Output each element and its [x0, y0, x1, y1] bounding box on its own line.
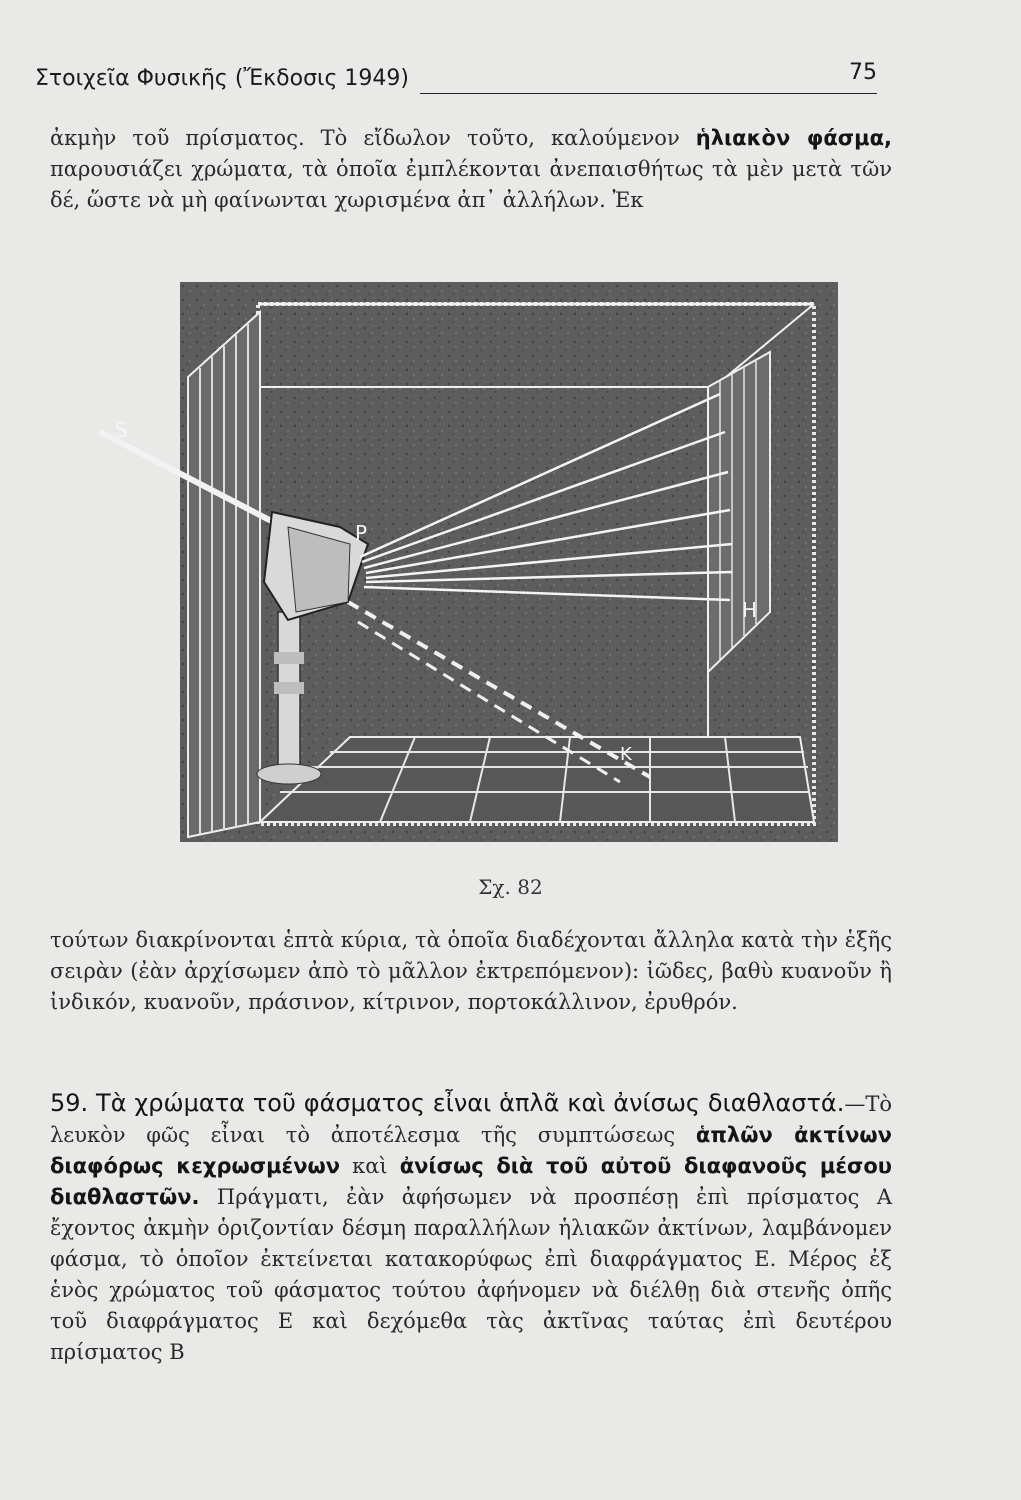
section-59-text-3: Πράγματι, ἐὰν ἀφήσωμεν νὰ προσπέσῃ ἐπὶ πρίσματος Α ἔχοντος ἀκμὴν ὁριζοντίαν δέσμη παραλλήλων ἡλιακῶν ἀκτίνων, λαμβάνομεν φάσμα, τὸ ὁποῖον ἐκτείνεται κατακορύφως ἐπὶ διαφράγματος Ε. Μέρος ἐξ ἑνὸς χρώματος τοῦ φάσματος τούτου ἀφήνομεν νὰ διέλθῃ διὰ στενῆς ὀπῆς τοῦ διαφράγματος Ε καὶ δεχόμεθα τὰς ἀκτῖνας ταύτας ἐπὶ δευτέρου πρίσματος Β: [50, 1185, 892, 1364]
prism-spectrum-illustration: [115, 282, 838, 842]
page-number: 75: [849, 60, 877, 85]
term-unequal-refraction: ἀνίσως διὰ τοῦ αὐτοῦ διαφανοῦς μέσου διαθλαστῶν.: [50, 1154, 892, 1209]
label-k: K: [620, 744, 632, 765]
colors-paragraph: τούτων διακρίνονται ἑπτὰ κύρια, τὰ ὁποῖα διαδέχονται ἄλληλα κατὰ τὴν ἑξῆς σειρὰν (ἐὰν ἀρχίσωμεν ἀπὸ τὸ μᾶλλον ἐκτρεπόμενον): ἰῶδες, βαθὺ κυανοῦν ἢ ἰνδικόν, κυανοῦν, πράσινον, κίτρινον, πορτοκάλλινον, ἐρυθρόν.: [50, 928, 892, 1014]
figure-82: [115, 282, 838, 842]
section-59-text-2: καὶ: [340, 1154, 400, 1178]
intro-text-2: παρουσιάζει χρώματα, τὰ ὁποῖα ἐμπλέκονται ἀνεπαισθήτως τὰ μὲν μετὰ τῶν δέ, ὥστε νὰ μὴ φαίνωνται χωρισμένα ἀπ᾽ ἀλλήλων. Ἐκ: [50, 157, 892, 212]
label-p: P: [355, 521, 368, 545]
intro-text-1: ἀκμὴν τοῦ πρίσματος. Τὸ εἴδωλον τοῦτο, καλούμενον: [50, 126, 696, 150]
running-title: Στοιχεῖα Φυσικῆς (Ἔκδοσις 1949): [35, 66, 409, 91]
section-59-heading: 59. Τὰ χρώματα τοῦ φάσματος εἶναι ἁπλᾶ καὶ ἀνίσως διαθλαστά.: [50, 1089, 845, 1117]
term-solar-spectrum: ἡλιακὸν φάσμα,: [695, 126, 892, 150]
header-rule: [420, 93, 877, 94]
running-header: [35, 60, 877, 94]
section-59: [50, 1088, 892, 1368]
label-h: H: [742, 598, 758, 622]
section-59-text-1: —Τὸ λευκὸν φῶς εἶναι τὸ ἀποτέλεσμα τῆς συμπτώσεως: [50, 1092, 892, 1147]
figure-caption: Σχ. 82: [478, 875, 543, 899]
intro-paragraph: [50, 123, 892, 216]
label-s: S: [115, 418, 128, 442]
term-simple-rays: ἁπλῶν ἀκτίνων διαφόρως κεχρωσμένων: [50, 1123, 892, 1178]
